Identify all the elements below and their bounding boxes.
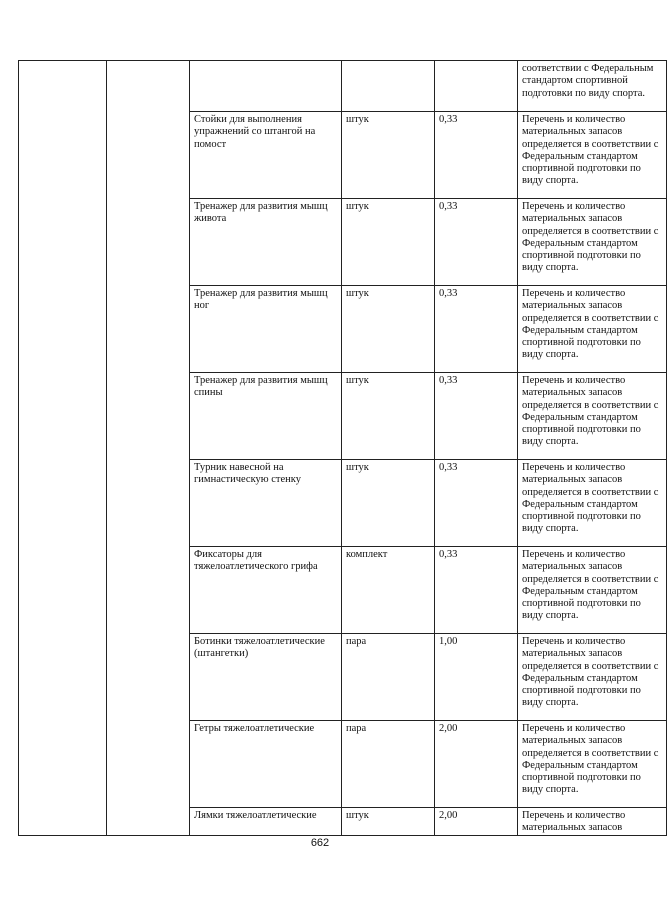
note-cell: Перечень и количество материальных запасов определяется в соответствии с Федеральным стандартом спортивной подготовки по виду спорта. (518, 547, 667, 634)
table-row (19, 61, 667, 112)
quantity-cell: 0,33 (435, 460, 518, 547)
name-cell: Тренажер для развития мышц живота (190, 199, 342, 286)
unit-cell: комплект (342, 547, 435, 634)
unit-cell: пара (342, 634, 435, 721)
page-number: 662 (310, 837, 330, 849)
equipment-table (18, 60, 667, 836)
empty-column-2 (107, 61, 190, 836)
note-cell: Перечень и количество материальных запасов (518, 808, 667, 836)
quantity-cell: 0,33 (435, 373, 518, 460)
quantity-cell: 0,33 (435, 286, 518, 373)
note-cell: Перечень и количество материальных запасов определяется в соответствии с Федеральным стандартом спортивной подготовки по виду спорта. (518, 112, 667, 199)
quantity-cell: 2,00 (435, 721, 518, 808)
note-cell: Перечень и количество материальных запасов определяется в соответствии с Федеральным стандартом спортивной подготовки по виду спорта. (518, 721, 667, 808)
unit-cell: штук (342, 199, 435, 286)
quantity-cell (435, 61, 518, 112)
name-cell: Лямки тяжелоатлетические (190, 808, 342, 836)
unit-cell: штук (342, 373, 435, 460)
unit-cell: штук (342, 286, 435, 373)
unit-cell (342, 61, 435, 112)
name-cell (190, 61, 342, 112)
quantity-cell: 2,00 (435, 808, 518, 836)
unit-cell: штук (342, 112, 435, 199)
name-cell: Тренажер для развития мышц ног (190, 286, 342, 373)
empty-column-1 (19, 61, 107, 836)
note-cell: Перечень и количество материальных запасов определяется в соответствии с Федеральным стандартом спортивной подготовки по виду спорта. (518, 373, 667, 460)
note-cell: Перечень и количество материальных запасов определяется в соответствии с Федеральным стандартом спортивной подготовки по виду спорта. (518, 286, 667, 373)
name-cell: Стойки для выполнения упражнений со штангой на помост (190, 112, 342, 199)
quantity-cell: 1,00 (435, 634, 518, 721)
quantity-cell: 0,33 (435, 547, 518, 634)
name-cell: Ботинки тяжелоатлетические (штангетки) (190, 634, 342, 721)
name-cell: Турник навесной на гимнастическую стенку (190, 460, 342, 547)
note-cell: Перечень и количество материальных запасов определяется в соответствии с Федеральным стандартом спортивной подготовки по виду спорта. (518, 634, 667, 721)
unit-cell: штук (342, 808, 435, 836)
name-cell: Тренажер для развития мышц спины (190, 373, 342, 460)
note-cell: соответствии с Федеральным стандартом спортивной подготовки по виду спорта. (518, 61, 667, 112)
name-cell: Гетры тяжелоатлетические (190, 721, 342, 808)
note-cell: Перечень и количество материальных запасов определяется в соответствии с Федеральным стандартом спортивной подготовки по виду спорта. (518, 460, 667, 547)
unit-cell: пара (342, 721, 435, 808)
quantity-cell: 0,33 (435, 199, 518, 286)
quantity-cell: 0,33 (435, 112, 518, 199)
unit-cell: штук (342, 460, 435, 547)
note-cell: Перечень и количество материальных запасов определяется в соответствии с Федеральным стандартом спортивной подготовки по виду спорта. (518, 199, 667, 286)
name-cell: Фиксаторы для тяжелоатлетического грифа (190, 547, 342, 634)
